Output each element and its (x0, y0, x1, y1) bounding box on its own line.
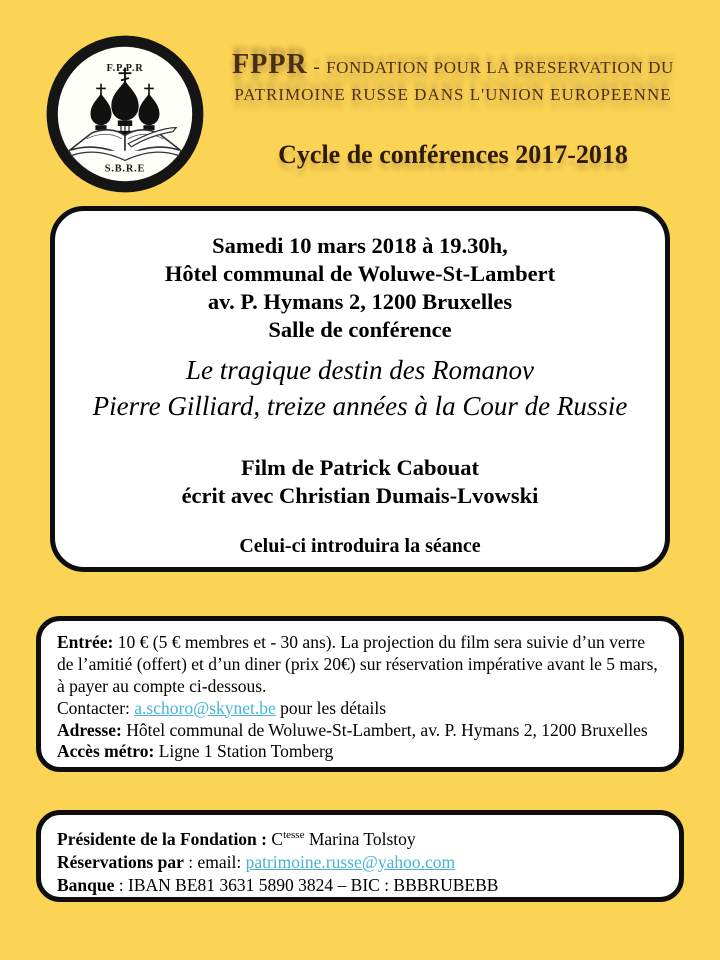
event-address: av. P. Hymans 2, 1200 Bruxelles (207, 289, 513, 314)
entry-line (57, 632, 663, 698)
bank-text: : IBAN BE81 3631 5890 3824 – BIC : BBBRUBEBB (114, 875, 499, 896)
president-title-superscript: tesse (283, 829, 305, 842)
address-line (57, 720, 663, 742)
bank-line (57, 874, 663, 897)
president-label: Présidente de la Fondation : (57, 829, 272, 849)
film-credit-line1: Film de Patrick Cabouat (240, 455, 480, 480)
event-card (50, 206, 670, 572)
event-datetime: Samedi 10 mars 2018 à 19.30h, (212, 233, 508, 258)
event-venue: Hôtel communal de Woluwe-St-Lambert (164, 261, 556, 286)
contact-suffix: pour les détails (275, 697, 387, 718)
fppr-logo-emblem (45, 34, 205, 194)
org-title (220, 49, 686, 107)
logo-bottom-text: S.B.R.E (104, 163, 146, 175)
org-name-line1: FONDATION POUR LA PRESERVATION DU (326, 58, 674, 77)
contact-label: Contacter: (57, 697, 135, 718)
fppr-logo (45, 34, 205, 194)
bank-label: Banque (57, 875, 115, 896)
info-card (36, 616, 684, 772)
series-title: Cycle de conférences 2017-2018 (278, 140, 628, 169)
metro-text: Ligne 1 Station Tomberg (154, 741, 334, 762)
contact-email-link[interactable]: a.schoro@skynet.be (134, 697, 276, 718)
address-text: Hôtel communal de Woluwe-St-Lambert, av. P. Hymans 2, 1200 Bruxelles (121, 719, 648, 740)
metro-line (57, 741, 663, 763)
reservation-email-link[interactable]: patrimoine.russe@yahoo.com (245, 852, 456, 873)
entry-label: Entrée: (57, 632, 114, 652)
contact-line (57, 698, 663, 720)
event-room: Salle de conférence (268, 317, 452, 342)
president-name: Marina Tolstoy (304, 829, 416, 849)
footer-card (36, 810, 684, 902)
reservations-mid: : email: (183, 852, 246, 873)
film-credits (55, 454, 665, 510)
reservations-label: Réservations par (57, 852, 184, 873)
film-title-line1: Le tragique destin des Romanov (186, 355, 534, 385)
reservations-line (57, 851, 663, 874)
address-label: Adresse: (57, 719, 122, 740)
metro-label: Accès métro: (57, 741, 155, 762)
film-title (55, 352, 665, 424)
president-prefix: C (271, 829, 284, 849)
org-abbr: FPPR (232, 49, 308, 80)
entry-text: 10 € (5 € membres et - 30 ans). La projection du film sera suivie d’un verre de l’amitié (offert) et d’un diner (prix 20€) sur réservation impérative avant le 5 mars, à payer au compte ci-dessous. (57, 632, 658, 696)
org-separator: - (307, 56, 327, 78)
film-credit-line2: écrit avec Christian Dumais-Lvowski (181, 483, 539, 508)
president-line (57, 828, 663, 851)
org-title-line1 (220, 49, 686, 81)
event-note: Celui-ci introduira la séance (239, 535, 481, 557)
film-title-line2: Pierre Gilliard, treize années à la Cour de Russie (92, 391, 628, 421)
org-name-line2: PATRIMOINE RUSSE DANS L'UNION EUROPEENNE (234, 85, 672, 104)
logo-top-text: F.P.P.R (106, 62, 144, 74)
